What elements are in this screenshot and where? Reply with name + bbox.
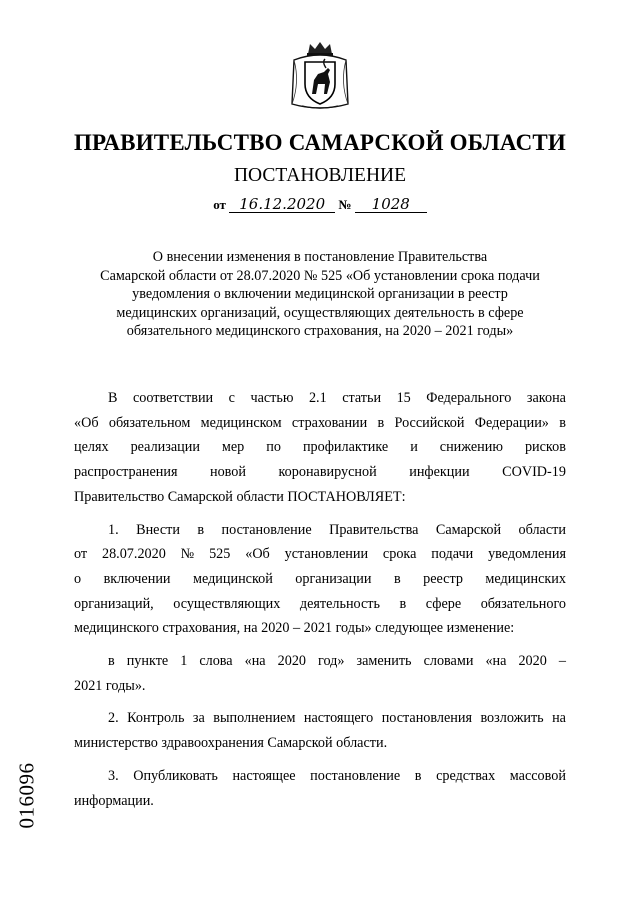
handwritten-date: 16.12.2020: [229, 196, 335, 213]
word: постановление: [221, 521, 312, 538]
text-line: [74, 567, 566, 592]
word: «на: [244, 653, 266, 670]
handwritten-number: 1028: [355, 196, 427, 213]
word: В: [108, 390, 118, 406]
word: области: [518, 521, 566, 538]
word: медицинском: [200, 414, 282, 431]
word: возложить: [480, 710, 544, 727]
word: о: [74, 570, 82, 587]
word: 1: [180, 653, 188, 670]
word: Контроль: [127, 710, 185, 727]
government-title: ПРАВИТЕЛЬСТВО САМАРСКОЙ ОБЛАСТИ: [73, 130, 567, 155]
word: настоящее: [232, 767, 296, 784]
text-line: [74, 518, 566, 543]
word: подачи: [431, 546, 474, 563]
text-line: [74, 542, 566, 567]
date-number-line: [0, 196, 640, 213]
document-heading: [80, 248, 560, 341]
word: Федерации»: [474, 414, 549, 431]
word: Правительства: [329, 521, 419, 538]
word: профилактике: [302, 439, 389, 456]
word: 3.: [108, 767, 119, 784]
word: 2020: [277, 653, 306, 670]
word: 525: [209, 546, 231, 563]
word: средствах: [436, 767, 496, 784]
item-3-paragraph: [74, 764, 566, 813]
word: статьи: [342, 390, 382, 406]
word: медицинских: [485, 570, 566, 587]
word: в: [197, 521, 205, 538]
word: Российской: [394, 414, 465, 431]
word: реализации: [130, 439, 200, 456]
coat-of-arms-emblem: [288, 40, 352, 112]
text-line: [74, 411, 566, 436]
word: 1.: [108, 521, 119, 538]
text-line: [74, 386, 566, 411]
preamble-paragraph: [74, 386, 566, 510]
word: за: [192, 710, 205, 727]
word: мер: [221, 439, 245, 456]
text-line: Правительство Самарской области ПОСТАНОВЛЯЕТ:: [74, 488, 406, 505]
word: «Об: [245, 546, 270, 563]
word: реестр: [423, 570, 463, 587]
word: «Об: [74, 414, 99, 431]
heading-line: уведомления о включении медицинской организации в реестр: [132, 286, 508, 303]
word: с: [228, 390, 235, 406]
word: срока: [382, 546, 417, 563]
item-1-change-paragraph: [74, 649, 566, 698]
word: снижению: [439, 439, 503, 456]
word: коронавирусной: [278, 464, 377, 481]
word: соответствии: [132, 390, 214, 406]
text-line: [74, 649, 566, 674]
document-body: [74, 386, 566, 813]
word: страховании: [291, 414, 368, 431]
word: слова: [199, 653, 233, 670]
word: по: [266, 439, 281, 456]
heading-line: О внесении изменения в постановление Правительства: [152, 249, 488, 265]
word: Федерального: [426, 390, 512, 406]
word: 15: [396, 390, 411, 406]
word: на: [552, 710, 566, 727]
word: 2.1: [308, 390, 327, 406]
word: деятельность: [299, 595, 380, 612]
word: обязательном: [108, 414, 191, 431]
word: Опубликовать: [133, 767, 218, 784]
document-type: ПОСТАНОВЛЕНИЕ: [233, 165, 407, 186]
word: массовой: [509, 767, 566, 784]
word: в: [414, 767, 422, 784]
word: Самарской: [435, 521, 502, 538]
word: в: [377, 414, 385, 431]
word: распространения: [74, 464, 178, 481]
coat-of-arms-icon: [288, 40, 352, 112]
word: частью: [250, 390, 294, 406]
margin-serial-stamp: [12, 762, 42, 828]
word: в: [108, 653, 115, 670]
word: пункте: [126, 653, 169, 670]
text-line: [74, 764, 566, 789]
word: постановление: [310, 767, 401, 784]
heading-line: медицинских организаций, осуществляющих деятельность в сфере: [116, 304, 524, 321]
text-line: министерство здравоохранения Самарской области.: [74, 735, 388, 752]
heading-line: обязательного медицинского страхования, на 2020 – 2021 годы»: [126, 323, 514, 340]
word: уведомления: [488, 546, 566, 563]
word: рисков: [524, 439, 566, 456]
word: установлении: [284, 546, 369, 563]
word: в: [559, 414, 566, 431]
heading-line: Самарской области от 28.07.2020 № 525 «Об установлении срока подачи: [100, 267, 540, 284]
item-1-paragraph: [74, 518, 566, 642]
number-prefix: №: [338, 197, 352, 212]
word: постановления: [381, 710, 472, 727]
date-prefix: от: [213, 197, 226, 212]
word: включении: [103, 570, 171, 587]
word: заменить: [356, 653, 412, 670]
word: от: [74, 546, 88, 563]
word: новой: [210, 464, 246, 481]
word: организаций,: [74, 595, 154, 612]
word: словами: [423, 653, 474, 670]
word: в: [399, 595, 407, 612]
item-2-paragraph: [74, 706, 566, 755]
word: обязательного: [480, 595, 566, 612]
word: COVID-19: [502, 464, 566, 481]
word: «на: [485, 653, 507, 670]
word: сфере: [425, 595, 462, 612]
text-line: медицинского страхования, на 2020 – 2021 годы» следующее изменение:: [74, 620, 515, 637]
word: закона: [526, 390, 566, 406]
word: 28.07.2020: [101, 546, 166, 563]
word: настоящего: [303, 710, 374, 727]
word: целях: [74, 439, 109, 456]
word: медицинской: [192, 570, 273, 587]
text-line: [74, 435, 566, 460]
word: выполнением: [213, 710, 296, 727]
word: и: [410, 439, 418, 456]
word: 2020: [518, 653, 547, 670]
word: 2.: [108, 710, 119, 727]
text-line: [74, 706, 566, 731]
text-line: информации.: [74, 792, 154, 809]
text-line: [74, 460, 566, 485]
word: Внести: [136, 521, 180, 538]
word: организации: [295, 570, 372, 587]
word: в: [393, 570, 401, 587]
word: –: [558, 653, 566, 670]
text-line: 2021 годы».: [74, 677, 146, 694]
word: №: [180, 546, 195, 563]
word: инфекции: [409, 464, 470, 481]
serial-number: 016096: [14, 762, 39, 828]
word: год»: [318, 653, 345, 670]
word: осуществляющих: [173, 595, 281, 612]
text-line: [74, 592, 566, 617]
